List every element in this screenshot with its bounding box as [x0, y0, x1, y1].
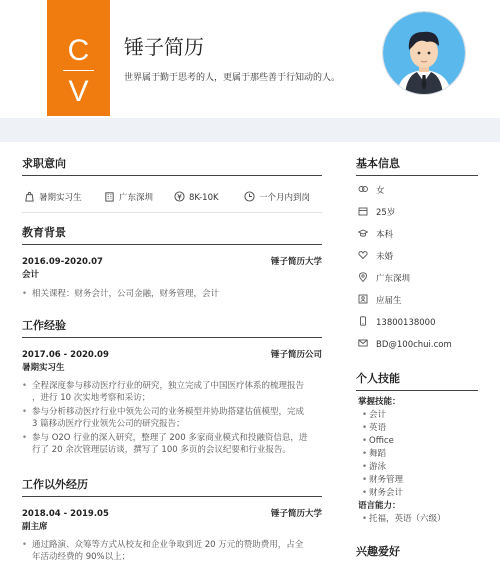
bullet-line: ，进行 10 次实地考察和采访； [32, 392, 151, 403]
info-age [358, 206, 395, 219]
money-icon [174, 191, 185, 202]
work-bullet [22, 433, 308, 456]
cv-logo-block [47, 0, 110, 116]
section-title-hobbies: 兴趣爱好 [356, 545, 400, 558]
intent-item-text: 一个月内到岗 [259, 193, 311, 203]
info-location [358, 272, 410, 285]
education-major: 会计 [22, 270, 40, 280]
work-role: 暑期实习生 [22, 363, 65, 373]
info-text: 广东深圳 [376, 274, 411, 284]
section-title-intent: 求职意向 [22, 157, 66, 170]
section-rule [22, 175, 322, 176]
avatar-illustration [383, 12, 465, 94]
phone-icon [358, 316, 368, 326]
skill-item: • 英语 [362, 423, 386, 434]
bullet-line: 3 篇移动医疗行业领先公司的研究报告； [32, 418, 185, 429]
skills-master-label: 掌握技能： [358, 397, 401, 407]
skill-item: • 财务管理 [362, 475, 403, 486]
cv-letter-c: C [67, 34, 90, 67]
building-icon [104, 191, 115, 202]
heart-icon [358, 250, 368, 260]
skill-item: • Office [362, 436, 394, 447]
gender-icon [358, 184, 368, 194]
info-text: 本科 [376, 230, 394, 240]
info-phone [358, 316, 436, 329]
skill-item: • 财务会计 [362, 488, 403, 499]
bag-icon [24, 191, 35, 202]
cv-divider [63, 70, 94, 71]
avatar [383, 12, 465, 94]
section-title-work: 工作经验 [22, 319, 66, 332]
intent-item-text: 广东深圳 [119, 193, 154, 203]
intent-item-position [24, 191, 82, 204]
location-pin-icon [358, 272, 368, 282]
info-text: 25岁 [376, 208, 396, 218]
extra-org: 锤子简历大学 [270, 509, 322, 519]
section-title-skills: 个人技能 [356, 372, 400, 385]
info-text: 应届生 [376, 296, 402, 306]
info-text: 13800138000 [376, 318, 436, 328]
mail-icon [358, 338, 368, 348]
resume-tagline: 世界属于勤于思考的人，更属于那些善于行知动的人。 [124, 73, 341, 83]
skill-item: • 游泳 [362, 462, 386, 473]
education-course-bullet: • 相关课程：财务会计，公司金融，财务管理，会计 [22, 289, 308, 301]
section-title-basic: 基本信息 [356, 157, 400, 170]
section-rule [356, 175, 478, 176]
bullet-line: • 通过路演、众筹等方式从校友和企业争取到近 20 万元的赞助费用，占全 [32, 540, 304, 550]
calendar-icon [358, 206, 368, 216]
extra-bullet [22, 540, 308, 563]
section-rule [22, 244, 322, 245]
section-title-education: 教育背景 [22, 226, 66, 239]
info-email [358, 338, 452, 351]
graduation-cap-icon [358, 228, 368, 238]
work-bullet [22, 381, 308, 404]
section-rule [356, 390, 478, 391]
education-school: 锤子简历大学 [270, 257, 322, 267]
bullet-line: 年活动经费的 90%以上； [32, 551, 131, 562]
intent-item-city [104, 191, 153, 204]
info-degree [358, 228, 393, 241]
info-status [358, 294, 402, 307]
extra-role: 副主席 [22, 522, 48, 532]
intent-item-text: 8K-10K [189, 193, 219, 203]
skills-language-label: 语言能力： [358, 501, 401, 511]
resume-title: 锤子简历 [124, 35, 204, 59]
id-card-icon [358, 294, 368, 304]
work-company: 锤子简历公司 [270, 350, 322, 360]
bullet-line: 行了 20 余次管理层访谈，撰写了 100 多页的会议纪要和行业报告。 [32, 444, 291, 455]
clock-icon [244, 191, 255, 202]
education-date: 2016.09-2020.07 [22, 257, 103, 267]
bullet-line: • 参与分析移动医疗行业中领先公司的业务模型并协助搭建估值模型，完成 [32, 407, 305, 417]
skill-item: • 会计 [362, 410, 386, 421]
skill-item: • 托福，英语（六级） [362, 514, 446, 525]
intent-item-salary [174, 191, 219, 204]
header-band [0, 118, 500, 142]
intent-item-availability [244, 191, 310, 204]
info-text: BD@100chui.com [376, 340, 452, 350]
section-title-extra: 工作以外经历 [22, 478, 88, 491]
section-rule [22, 496, 322, 497]
section-rule [22, 337, 322, 338]
info-text: 未婚 [376, 252, 394, 262]
cv-letter-v: V [68, 75, 89, 108]
work-date: 2017.06 - 2020.09 [22, 350, 109, 360]
divider [22, 212, 322, 213]
intent-item-text: 暑期实习生 [39, 193, 82, 203]
bullet-line: • 全程深度参与移动医疗行业的研究，独立完成了中国医疗体系的梳理报告 [32, 381, 305, 391]
info-gender [358, 184, 385, 197]
work-bullet [22, 407, 308, 430]
skill-item: • 舞蹈 [362, 449, 386, 460]
info-marital [358, 250, 393, 263]
extra-date: 2018.04 - 2019.05 [22, 509, 109, 519]
info-text: 女 [376, 186, 385, 196]
bullet-line: • 参与 O2O 行业的深入研究，整理了 200 多家商业模式和投融资信息，进 [32, 433, 308, 443]
